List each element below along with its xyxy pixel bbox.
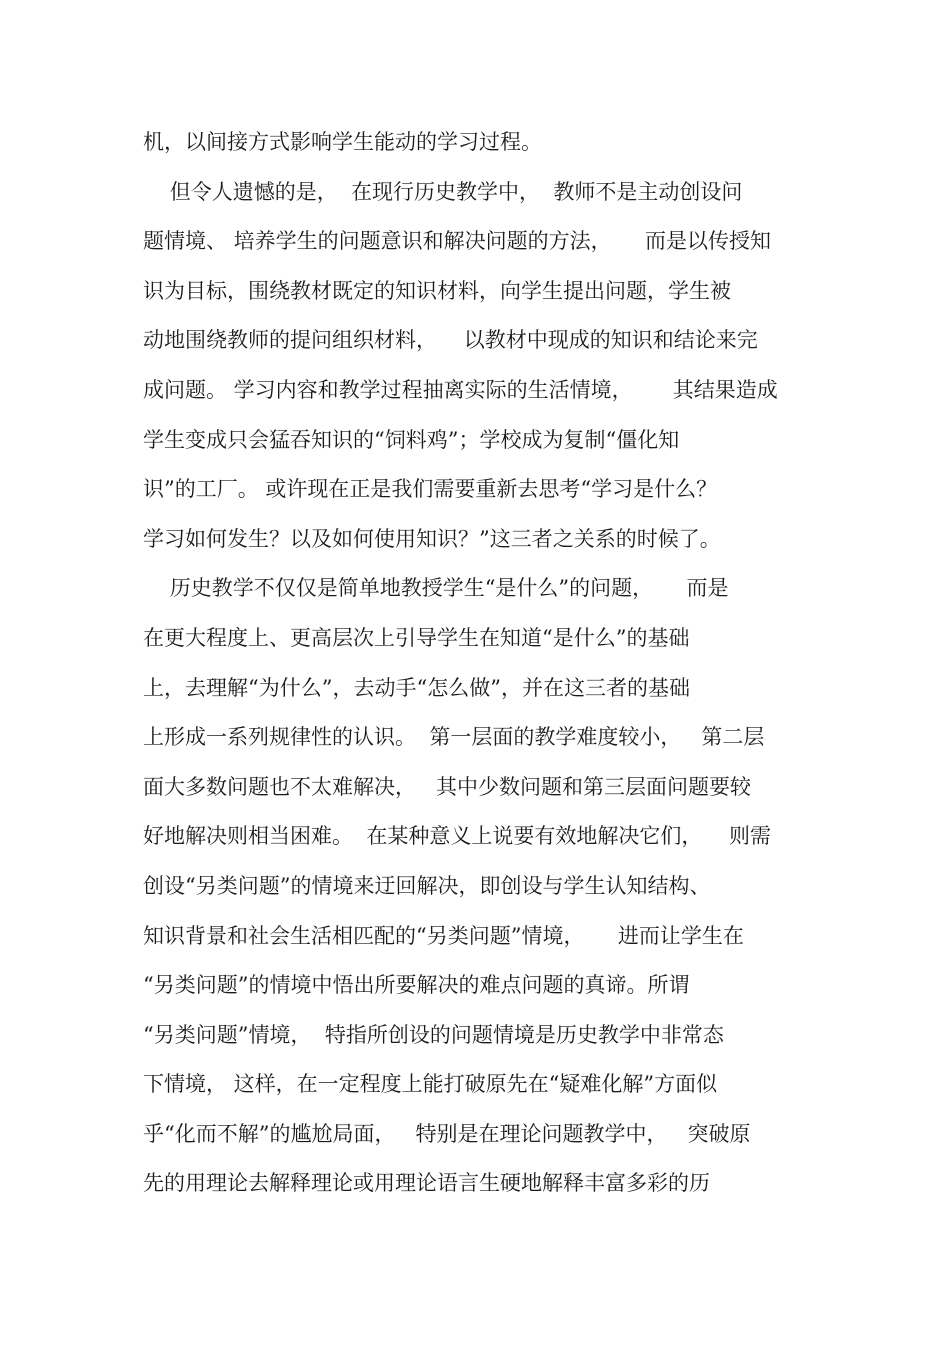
text-line: 面大多数问题也不太难解决， 其中少数问题和第三层面问题要较 (143, 774, 752, 799)
body-text (143, 122, 823, 1213)
text-line: 好地解决则相当困难。 在某种意义上说要有效地解决它们， 则需 (143, 824, 772, 849)
text-line: 动地围绕教师的提问组织材料， 以教材中现成的知识和结论来完 (143, 328, 758, 353)
text-line: 成问题。 学习内容和教学过程抽离实际的生活情境， 其结果造成 (143, 377, 778, 402)
text-line: 知识背景和社会生活相匹配的“另类问题”情境， 进而让学生在 (143, 923, 744, 948)
text-line: “另类问题”的情境中悟出所要解决的难点问题的真谛。所谓 (143, 973, 690, 998)
text-line: 识”的工厂。 或许现在正是我们需要重新去思考“学习是什么？ (143, 477, 718, 502)
text-line: “另类问题”情境， 特指所创设的问题情境是历史教学中非常态 (143, 1022, 724, 1047)
text-line: 上形成一系列规律性的认识。 第一层面的教学难度较小， 第二层 (143, 725, 765, 750)
text-line: 学习如何发生？以及如何使用知识？”这三者之关系的时候了。 (143, 526, 721, 551)
text-line: 学生变成只会猛吞知识的“饲料鸡”；学校成为复制“僵化知 (143, 427, 680, 452)
text-line: 历史教学不仅仅是简单地教授学生“是什么”的问题， 而是 (143, 576, 729, 601)
text-line: 乎“化而不解”的尴尬局面， 特别是在理论问题教学中， 突破原 (143, 1121, 751, 1146)
text-line: 创设“另类问题”的情境来迂回解决，即创设与学生认知结构、 (143, 873, 711, 898)
text-line: 题情境、 培养学生的问题意识和解决问题的方法， 而是以传授知 (143, 229, 772, 254)
text-line: 识为目标，围绕教材既定的知识材料，向学生提出问题，学生被 (143, 278, 731, 303)
text-line: 先的用理论去解释理论或用理论语言生硬地解释丰富多彩的历 (143, 1171, 710, 1196)
text-line: 上，去理解“为什么”，去动手“怎么做”，并在这三者的基础 (143, 675, 690, 700)
text-line: 在更大程度上、更高层次上引导学生在知道“是什么”的基础 (143, 625, 690, 650)
text-line: 下情境， 这样，在一定程度上能打破原先在“疑难化解”方面似 (143, 1072, 718, 1097)
text-line: 但令人遗憾的是， 在现行历史教学中， 教师不是主动创设问 (143, 179, 743, 204)
text-line: 机，以间接方式影响学生能动的学习过程。 (143, 130, 542, 154)
